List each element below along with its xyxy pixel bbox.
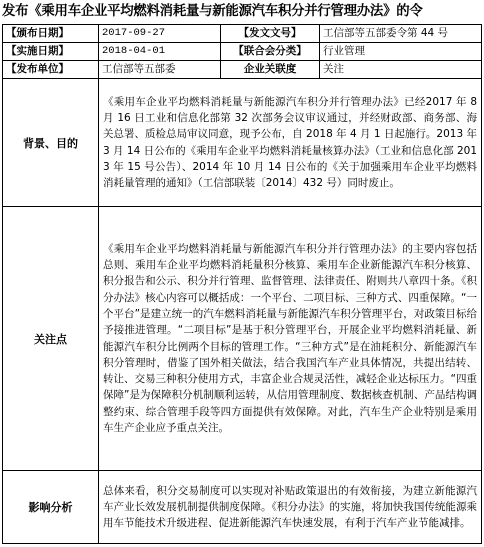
meta-table xyxy=(2,24,482,79)
relevance-value: 关注 xyxy=(320,61,482,79)
section-row-focus xyxy=(3,207,482,471)
meta-row xyxy=(3,25,482,43)
document-title: 发布《乘用车企业平均燃料消耗量与新能源汽车积分并行管理办法》的令 xyxy=(2,4,423,19)
section-text-impact: 总体来看，积分交易制度可以实现对补贴政策退出的有效衔接，为建立新能源汽车产业长效发展机制提供制度保障。《积分办法》的实施，将加快我国传统能源乘用车节能技术升级进程、促进新能源汽车快速发展，有利于汽车产业节能减排。 xyxy=(99,471,482,544)
doc-number-label: 【发文文号】 xyxy=(221,25,320,43)
section-text-focus: 《乘用车企业平均燃料消耗量与新能源汽车积分并行管理办法》的主要内容包括总则、乘用车企业平均燃料消耗量积分核算、乘用车企业新能源汽车积分核算、积分报告和公示、积分并行管理、监督管理、法律责任、附则共八章四十条。《积分办法》核心内容可以概括成：一个平台、二项目标、三种方式、四重保障。“一个平台”是建立统一的汽车燃料消耗量与新能源汽车积分管理平台，对政策目标给予接推进管理。“二项目标”是基于积分管理平台，开展企业平均燃料消耗量、新能源汽车积分比例两个目标的管理工作。“三种方式”是在油耗积分、新能源汽车积分管理时，借鉴了国外相关做法，结合我国汽车产业具体情况，共提出结转、转让、交易三种积分使用方式，丰富企业合规灵活性，减轻企业达标压力。“四重保障”是为保障积分机制顺利运转，从信用管理制度、数据核查机制、产品结构调整约束、综合管理手段等四方面提供有效保障。对此，汽车生产企业特别是乘用车生产企业应予重点关注。 xyxy=(99,207,482,471)
meta-row xyxy=(3,43,482,61)
section-row-background xyxy=(3,79,482,207)
section-text-background: 《乘用车企业平均燃料消耗量与新能源汽车积分并行管理办法》已经2017 年 8 月 16 日工业和信息化部第 32 次部务会议审议通过，并经财政部、商务部、海关总署、质检总局审议同意，现予公布，自 2018 年 4 月 1 日起施行。2013 年 3 月 14 日公布的《乘用车企业平均燃料消耗量核算办法》（工业和信息化部 2013 年 15 号公告）、2014 年 10 月 14 日公布的《关于加强乘用车企业平均燃料消耗量管理的通知》（工信部联装〔2014〕432 号）同时废止。 xyxy=(99,79,482,207)
content-table xyxy=(2,78,482,544)
issue-date-label: 【颁布日期】 xyxy=(3,25,99,43)
category-value: 行业管理 xyxy=(320,43,482,61)
issuer-value: 工信部等五部委 xyxy=(99,61,221,79)
meta-row xyxy=(3,61,482,79)
effective-date-value: 2018-04-01 xyxy=(99,43,221,61)
section-row-impact xyxy=(3,471,482,544)
section-label-background: 背景、目的 xyxy=(3,79,99,207)
relevance-label: 企业关联度 xyxy=(221,61,320,79)
category-label: 【联合会分类】 xyxy=(221,43,320,61)
effective-date-label: 【实施日期】 xyxy=(3,43,99,61)
doc-number-value: 工信部等五部委令第 44 号 xyxy=(320,25,482,43)
section-label-focus: 关注点 xyxy=(3,207,99,471)
issue-date-value: 2017-09-27 xyxy=(99,25,221,43)
issuer-label: 【发布单位】 xyxy=(3,61,99,79)
section-label-impact: 影响分析 xyxy=(3,471,99,544)
